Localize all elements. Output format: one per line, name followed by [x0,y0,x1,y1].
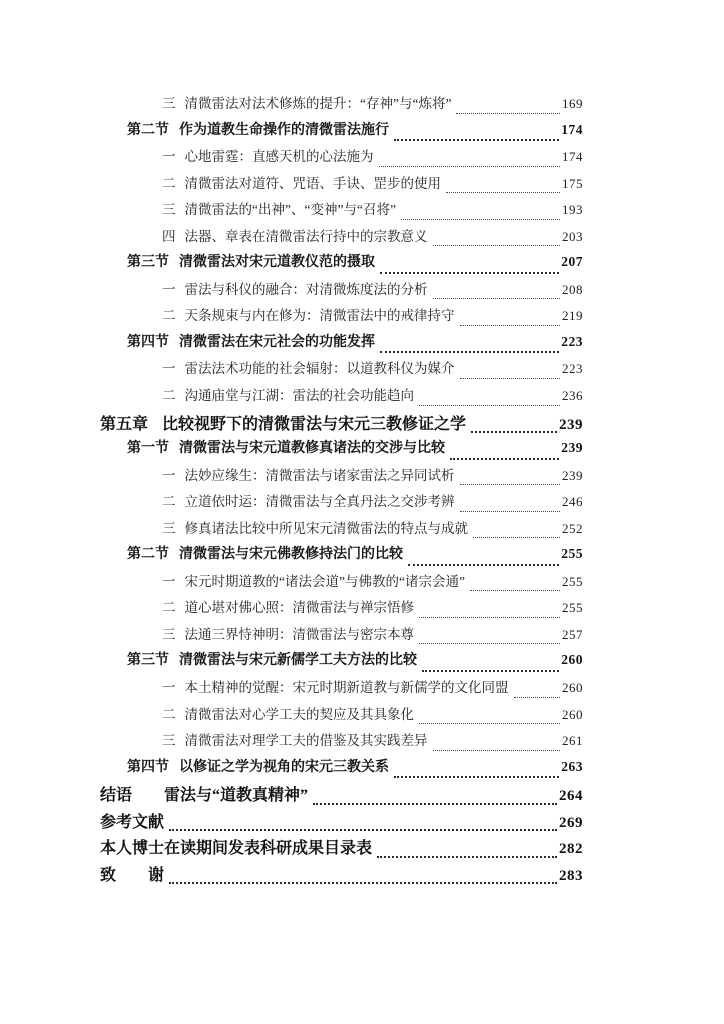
toc-entry-number: 三 [162,202,176,218]
toc-entry-number: 致 [100,866,117,884]
toc-entry [162,676,583,703]
toc-entry-page: 239 [559,416,583,433]
toc-entry-number: 二 [162,388,176,404]
dot-leader [460,511,561,512]
toc-entry-number: 第三节 [127,653,169,669]
toc-entry-page: 282 [559,841,583,858]
toc-entry-number: 二 [162,494,176,510]
toc-entry-title: 宋元时期道教的“诸法会道”与佛教的“诸宗会通” [184,573,465,589]
toc-entry-number: 二 [162,308,176,324]
toc-entry-title: 清微雷法在宋元社会的功能发挥 [179,334,375,350]
toc-entry-number: 一 [162,281,176,297]
toc-entry-page: 223 [561,333,583,349]
dot-leader [419,405,560,406]
toc-entry-title: 法通三界恃神明：清微雷法与密宗本尊 [184,626,414,642]
toc-entry [162,172,583,199]
toc-entry-title: 参考文献 [100,813,165,831]
dot-leader [419,617,560,618]
toc-entry-title: 清微雷法与宋元道教修真诸法的交涉与比较 [179,441,445,457]
toc-entry [162,278,583,305]
toc-entry [100,782,583,809]
toc-list [100,92,583,888]
toc-entry-number: 三 [162,96,176,111]
toc-entry-title: 雷法与科仪的融合：对清微炼度法的分析 [184,281,428,297]
dot-leader [514,697,561,698]
dot-leader [433,750,561,751]
dot-leader [380,351,559,353]
toc-entry-page: 257 [562,626,583,642]
toc-entry-title: 清微雷法对心学工夫的契应及其具象化 [184,706,414,722]
dot-leader [433,245,561,246]
toc-entry-page: 260 [561,652,583,668]
toc-entry-page: 255 [562,600,583,616]
toc-entry-page: 263 [561,758,583,774]
toc-entry-number: 三 [162,626,176,642]
toc-entry-page: 255 [562,573,583,589]
dot-leader [379,166,561,167]
toc-entry [162,225,583,252]
toc-entry [162,729,583,756]
toc-entry-number: 第五章 [100,415,149,433]
toc-entry-title: 天条规束与内在修为：清微雷法中的戒律持守 [184,308,455,324]
toc-entry [162,357,583,384]
toc-entry-number: 一 [162,361,176,377]
dot-leader [433,298,561,299]
toc-entry-page: 260 [562,706,583,722]
toc-entry-title: 雷法与“道教真精神” [164,787,309,805]
dot-leader [401,219,560,220]
toc-entry [100,809,583,836]
toc-entry-page: 283 [559,867,583,884]
toc-entry-number: 第四节 [127,759,169,775]
dot-leader [456,113,560,114]
toc-entry-page: 207 [561,254,583,270]
dot-leader [422,670,559,672]
toc-entry [127,437,583,464]
toc-entry-title: 以修证之学为视角的宋元三教关系 [179,759,389,775]
toc-entry-title: 法器、章表在清微雷法行持中的宗教意义 [184,228,428,244]
toc-entry-title: 清微雷法与宋元新儒学工夫方法的比较 [179,653,417,669]
toc-entry-page: 239 [562,467,583,483]
toc-entry-page: 174 [562,149,583,165]
toc-entry-title: 本人博士在读期间发表科研成果目录表 [100,840,373,858]
toc-entry [162,92,583,119]
dot-leader [470,590,560,591]
dot-leader [394,139,559,141]
toc-entry [100,862,583,889]
toc-entry [162,570,583,597]
dot-leader [450,458,559,460]
dot-leader [471,431,557,433]
toc-entry-page: 175 [562,175,583,191]
dot-leader [408,564,559,566]
toc-entry-number: 第二节 [127,122,169,138]
toc-entry-page: 208 [562,281,583,297]
toc-entry-number: 一 [162,680,176,696]
toc-entry-page: 269 [559,814,583,831]
toc-entry-number: 二 [162,600,176,616]
toc-entry-title: 修真诸法比较中所见宋元清微雷法的特点与成就 [184,520,468,536]
dot-leader [460,378,561,379]
toc-entry-number: 第四节 [127,334,169,350]
toc-entry [162,490,583,517]
toc-entry-number: 第一节 [127,441,169,457]
toc-entry-title: 法妙应缘生：清微雷法与诸家雷法之异同试析 [184,467,455,483]
toc-entry-title: 心地雷霆：直感天机的心法施为 [184,149,374,165]
dot-leader [313,803,557,805]
dot-leader [419,643,560,644]
toc-entry [162,703,583,730]
toc-entry [162,517,583,544]
toc-entry-title: 清微雷法对法术修炼的提升：“存神”与“炼将” [184,96,452,111]
toc-entry-title: 比较视野下的清微雷法与宋元三教修证之学 [162,415,467,433]
toc-entry-title: 谢 [148,866,165,884]
toc-entry-number: 一 [162,573,176,589]
toc-entry-number: 第三节 [127,255,169,271]
toc-entry [162,198,583,225]
toc-entry-title: 立道依时运：清微雷法与全真丹法之交涉考辨 [184,494,455,510]
toc-entry-title: 本土精神的觉醒：宋元时期新道教与新儒学的文化同盟 [184,680,509,696]
toc-entry-number: 结语 [100,787,133,805]
toc-entry-number: 一 [162,467,176,483]
toc-entry-number: 一 [162,149,176,165]
toc-entry-title: 道心堪对佛心照：清微雷法与禅宗悟修 [184,600,414,616]
toc-entry-number: 二 [162,175,176,191]
toc-entry-page: 246 [562,494,583,510]
toc-entry-title: 清微雷法的“出神”、“变神”与“召将” [184,202,396,218]
toc-entry [127,756,583,783]
toc-entry-title: 清微雷法与宋元佛教修持法门的比较 [179,547,403,563]
toc-entry [162,304,583,331]
toc-entry-page: 255 [561,546,583,562]
dot-leader [169,829,557,831]
toc-entry-number: 二 [162,706,176,722]
dot-leader [394,776,559,778]
toc-entry-page: 239 [561,440,583,456]
dot-leader [380,272,559,274]
toc-entry [100,411,583,438]
toc-entry [162,623,583,650]
toc-entry [127,119,583,146]
toc-entry [127,649,583,676]
toc-entry [127,331,583,358]
toc-entry-number: 三 [162,733,176,749]
toc-entry-title: 沟通庙堂与江湖：雷法的社会功能趋向 [184,388,414,404]
toc-entry [162,464,583,491]
toc-entry-title: 清微雷法对理学工夫的借鉴及其实践差异 [184,733,428,749]
toc-entry-page: 223 [562,361,583,377]
toc-entry-title: 清微雷法对宋元道教仪范的摄取 [179,255,375,271]
toc-entry-page: 264 [559,788,583,805]
toc-entry-page: 219 [562,308,583,324]
toc-entry-title: 作为道教生命操作的清微雷法施行 [179,122,389,138]
toc-entry [127,251,583,278]
toc-entry-number: 第二节 [127,547,169,563]
toc-entry-page: 236 [562,388,583,404]
toc-entry-title: 清微雷法对道符、咒语、手诀、罡步的使用 [184,175,441,191]
toc-entry-number: 三 [162,520,176,536]
toc-entry [162,145,583,172]
toc-entry [100,835,583,862]
toc-entry-page: 203 [562,228,583,244]
toc-entry [162,384,583,411]
toc-entry-page: 174 [561,121,583,137]
dot-leader [446,192,560,193]
dot-leader [460,325,561,326]
toc-entry-title: 雷法法术功能的社会辐射：以道教科仪为媒介 [184,361,455,377]
dot-leader [377,856,557,858]
toc-entry [127,543,583,570]
toc-entry [162,596,583,623]
toc-entry-number: 四 [162,228,176,244]
toc-entry-page: 260 [562,680,583,696]
toc-entry-page: 252 [562,520,583,536]
toc-entry-page: 193 [562,202,583,218]
toc-entry-page: 169 [562,96,583,111]
toc-entry-page: 261 [562,733,583,749]
dot-leader [419,723,560,724]
dot-leader [473,537,560,538]
dot-leader [460,484,561,485]
dot-leader [169,882,557,884]
